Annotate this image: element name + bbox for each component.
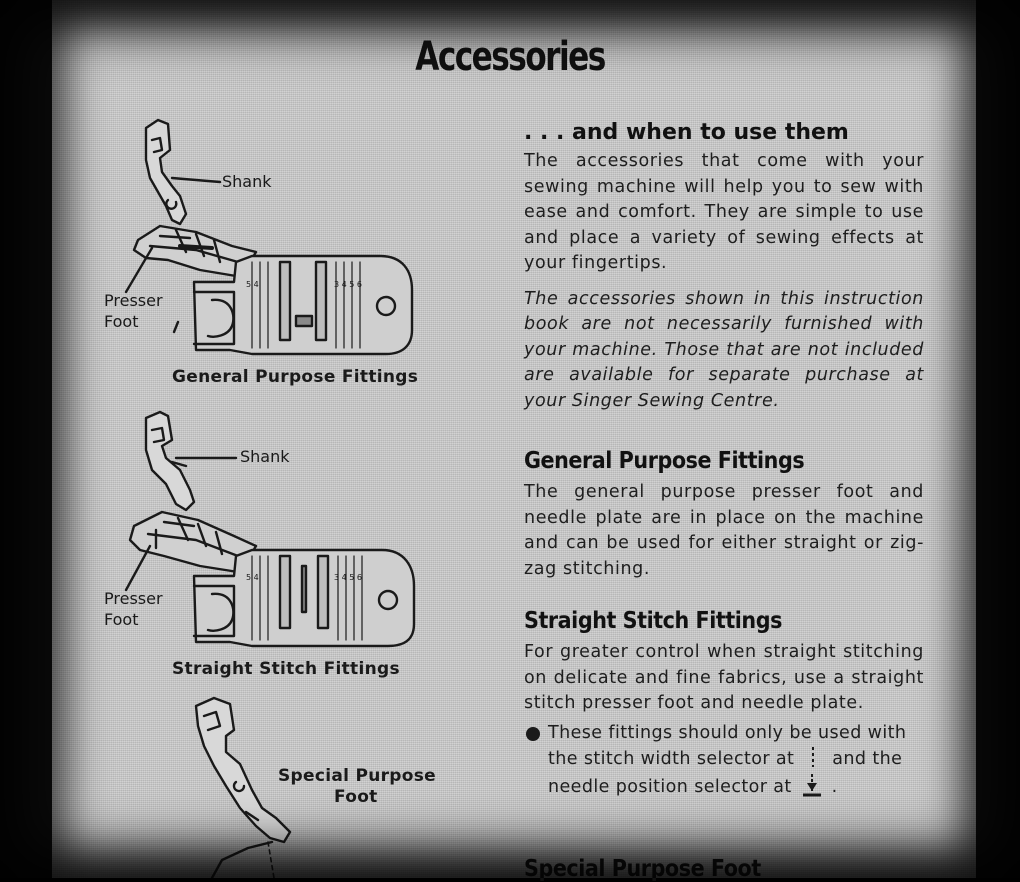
stitch-width-zero-icon (804, 746, 822, 768)
intro-section (524, 120, 924, 414)
general-purpose-heading: General Purpose Fittings (524, 448, 805, 474)
page-title: Accessories (415, 34, 605, 80)
straight-stitch-bullet (524, 721, 924, 801)
presser-leader-line-2 (126, 546, 150, 590)
fig2-shank-label: Shank (240, 447, 290, 466)
shank-leader-line-1 (172, 178, 220, 182)
straight-stitch-section (524, 608, 924, 800)
fig3-label-line2: Foot (334, 787, 378, 807)
special-purpose-foot-icon (196, 698, 290, 878)
straight-stitch-text: For greater control when straight stitching on delicate and fine fabrics, use a straight stitch presser foot and needle plate. (524, 642, 924, 713)
general-purpose-section (524, 448, 924, 582)
fig1-presser-label-line1: Presser (104, 291, 163, 310)
plate-marks-left-2: 5 4 (246, 573, 259, 582)
intro-paragraph-2: The accessories shown in this instruction book are not necessarily furnished with your machine. Those that are not included are available for separate purchase at your Singer Sewing Centre. (524, 288, 924, 411)
fig1-presser-label-line2: Foot (104, 312, 139, 331)
general-purpose-text: The general purpose presser foot and needle plate are in place on the machine and can be used for either straight or zig-zag stitching. (524, 482, 924, 579)
bullet-text-end: . (831, 776, 838, 797)
needle-guide-dashed-line (268, 842, 274, 878)
bullet-text-part2: and the needle position selector at (548, 749, 903, 797)
special-purpose-section (524, 856, 924, 882)
needle-position-center-icon (800, 773, 824, 797)
general-purpose-shank-icon (146, 120, 186, 224)
special-purpose-heading: Special Purpose Foot (524, 856, 761, 882)
bullet-text-part1: These fittings should only be used with the stitch width selector at (548, 722, 907, 769)
fig1-caption: General Purpose Fittings (172, 367, 419, 387)
intro-paragraph-1: The accessories that come with your sewing machine will help you to sew with ease and comfort. They are simple to use and place a variety of sewing effects at your fingertips. (524, 151, 924, 273)
bullet-text (548, 721, 924, 801)
fig2-caption: Straight Stitch Fittings (172, 659, 400, 679)
fig1-shank-label: Shank (222, 172, 272, 191)
intro-heading: . . . and when to use them (524, 120, 849, 145)
fig3-label-line1: Special Purpose (278, 766, 437, 786)
plate-marks-right-2: 3 4 5 6 (334, 573, 362, 582)
straight-stitch-heading: Straight Stitch Fittings (524, 608, 782, 634)
plate-marks-right-1: 3 4 5 6 (334, 280, 362, 289)
plate-marks-left-1: 5 4 (246, 280, 259, 289)
fig2-presser-label-line1: Presser (104, 589, 163, 608)
bullet-dot-icon (526, 727, 540, 741)
straight-stitch-shank-icon (146, 412, 194, 510)
fig2-presser-label-line2: Foot (104, 610, 139, 629)
